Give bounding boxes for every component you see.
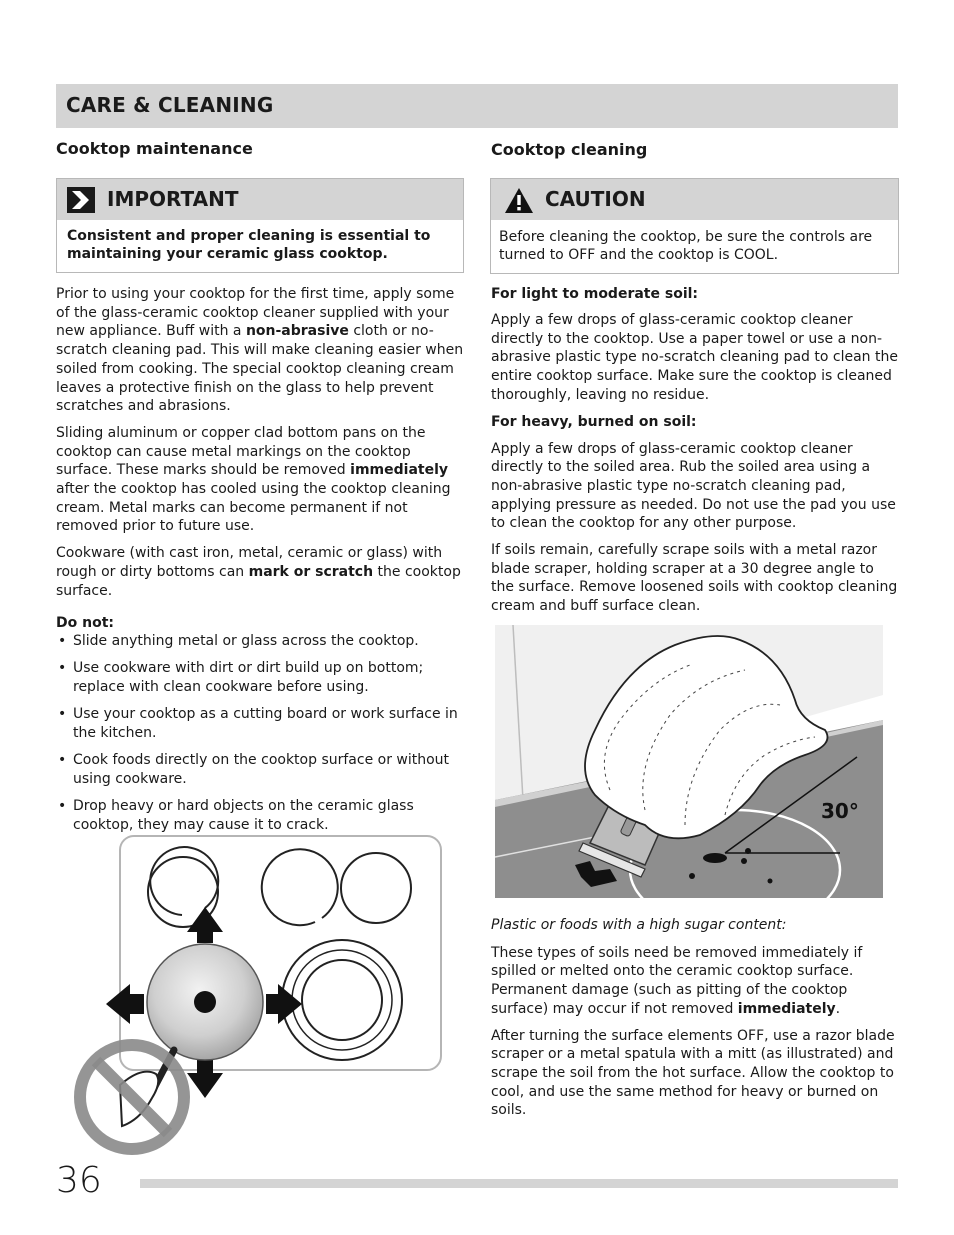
important-title: IMPORTANT [107, 187, 239, 211]
important-header [57, 179, 463, 220]
important-body: Consistent and proper cleaning is essential to maintaining your ceramic glass cooktop. [67, 228, 431, 262]
list-item: • Cook foods directly on the cooktop surface or without using cookware. [56, 751, 464, 788]
section-title: CARE & CLEANING [66, 93, 274, 117]
paragraph-pans: Sliding aluminum or copper clad bottom pans on the cooktop can cause metal markings on the cooktop surface. These marks should be removed immediately after the cooktop has cooled using the cooktop cleaning cream. Metal marks can become permanent if not removed prior to future use. [56, 424, 451, 535]
important-box [56, 178, 464, 273]
cooktop-slide-illustration [70, 830, 450, 1160]
paragraph-cookware: Cookware (with cast iron, metal, ceramic or glass) with rough or dirty bottoms can mark or scratch the cooktop surface. [56, 545, 461, 599]
right-text [491, 285, 899, 616]
list-item: • Use cookware with dirt or dirt build up on bottom; replace with clean cookware before using. [56, 659, 464, 696]
light-soil-label: For light to moderate soil: [491, 286, 699, 302]
scraper-illustration [495, 625, 883, 898]
light-soil-text: Apply a few drops of glass-ceramic cooktop cleaner directly to the cooktop. Use a paper towel or use a non-abrasive plastic type no-scratch cleaning pad to clean the entire cooktop surface. Make sure the cooktop is cleaned thoroughly, leaving no residue. [491, 312, 898, 403]
after-text: After turning the surface elements OFF, use a razor blade scraper or a metal spatula with a mitt (as illustrated) and scrape the soil from the hot surface. Allow the cooktop to cool, and use the same method for heavy or burned on soils. [491, 1027, 895, 1119]
do-not-label: Do not: [56, 615, 114, 632]
section-header [56, 84, 898, 128]
list-item: • Drop heavy or hard objects on the ceramic glass cooktop, they may cause it to crack. [56, 797, 464, 834]
remaining-soil-text: If soils remain, carefully scrape soils with a metal razor blade scraper, holding scraper at a 30 degree angle to the surface. Remove loosened soils with cooktop cleaning cream and buff surface clean. [491, 542, 898, 615]
angle-label: 30° [821, 799, 859, 823]
left-subhead: Cooktop maintenance [56, 139, 253, 158]
heavy-soil-text: Apply a few drops of glass-ceramic cooktop cleaner directly to the soiled area. Rub the soiled area using a non-abrasive plastic type no-scratch cleaning pad, applying pressure as needed. Do not use the pad you use to clean the cooktop for any other purpose. [491, 440, 896, 532]
arrow-right-icon [67, 187, 95, 213]
caution-title: CAUTION [545, 187, 646, 211]
sugar-text: These types of soils need be removed immediately if spilled or melted onto the ceramic cooktop surface. Permanent damage (such as pitting of the cooktop surface) may occur if not removed immediately. [491, 944, 863, 1017]
list-item: • Slide anything metal or glass across the cooktop. [56, 632, 464, 651]
caution-header [491, 179, 898, 220]
sugar-label: Plastic or foods with a high sugar content: [491, 917, 787, 933]
heavy-soil-label: For heavy, burned on soil: [491, 413, 697, 430]
paragraph-first-use: Prior to using your cooktop for the first time, apply some of the glass-ceramic cooktop cleaner supplied with your new appliance. Buff with a non-abrasive cloth or no-scratch cleaning pad. This will make cleaning easier when soiled from cooking. The special cooktop cleaning cream leaves a protective finish on the glass to help prevent scratches and abrasions. [56, 286, 464, 415]
list-item: • Use your cooktop as a cutting board or work surface in the kitchen. [56, 705, 464, 742]
pan-center [194, 991, 216, 1013]
caution-body: Before cleaning the cooktop, be sure the controls are turned to OFF and the cooktop is COOL. [499, 229, 873, 263]
right-text-lower [491, 916, 899, 1120]
right-subhead: Cooktop cleaning [491, 140, 648, 159]
page-number: 36 [56, 1160, 102, 1201]
footer-bar [140, 1179, 898, 1188]
warning-triangle-icon [504, 187, 534, 214]
do-not-list [56, 632, 464, 834]
caution-box [490, 178, 899, 274]
left-text [56, 285, 464, 843]
